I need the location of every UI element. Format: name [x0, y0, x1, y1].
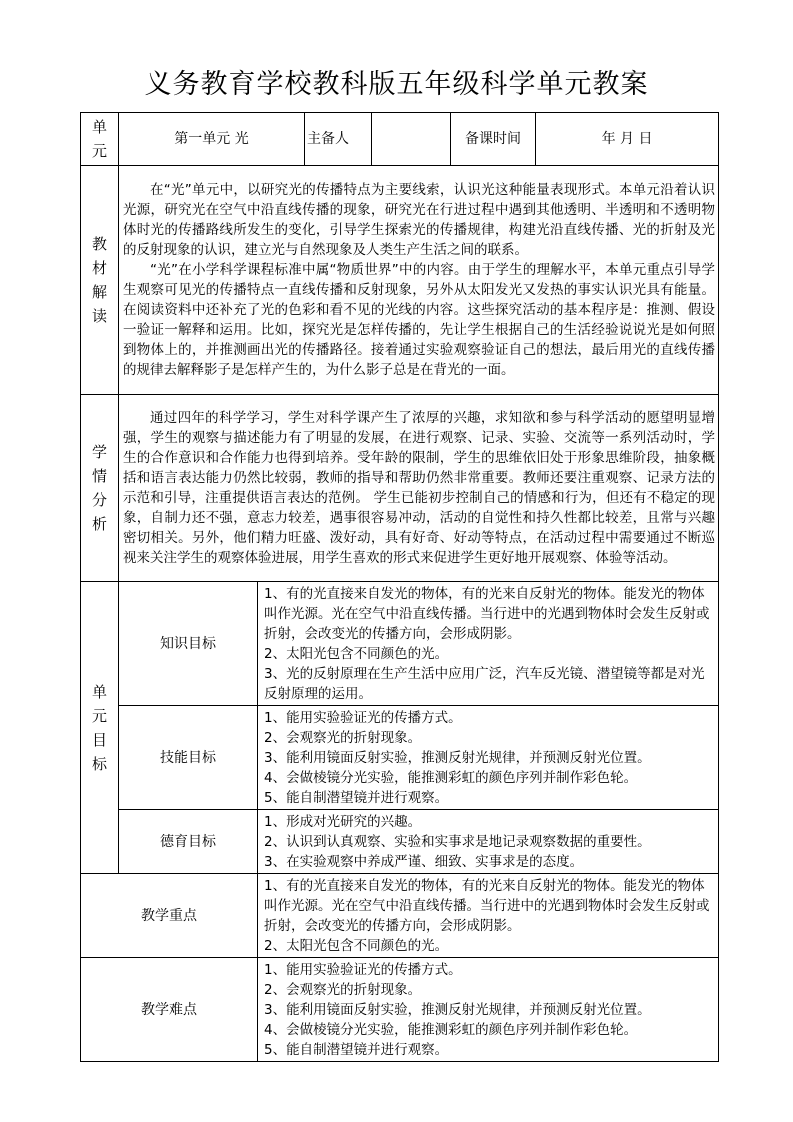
- skill-goal-row: [81, 706, 719, 810]
- goals-label: 单 元 目 标: [81, 582, 119, 874]
- list-item: 4、会做棱镜分光实验，能推测彩虹的颜色序列并制作彩色轮。: [264, 769, 638, 786]
- list-item: 4、会做棱镜分光实验，能推测彩虹的颜色序列并制作彩色轮。: [264, 1021, 638, 1038]
- list-item: 2、认识到认真观察、实验和实事求是地记录观察数据的重要性。: [264, 833, 651, 850]
- skill-goal-list: [258, 706, 719, 810]
- lesson-plan-table: [80, 112, 719, 1062]
- difficulties-list: [258, 958, 719, 1062]
- date-value: 年 月 日: [536, 113, 719, 166]
- unit-value: 第一单元 光: [119, 113, 305, 166]
- difficulties-row: [81, 958, 719, 1062]
- list-item: 2、太阳光包含不同颜色的光。: [264, 937, 449, 954]
- list-item: 2、会观察光的折射现象。: [264, 729, 422, 746]
- textbook-row: [81, 166, 719, 395]
- list-item: 3、能利用镜面反射实验，推测反射光规律，并预测反射光位置。: [264, 749, 651, 766]
- key-points-list: [258, 874, 719, 958]
- list-item: 3、能利用镜面反射实验，推测反射光规律，并预测反射光位置。: [264, 1001, 651, 1018]
- textbook-paragraph: 在“光”单元中，以研究光的传播特点为主要线索，认识光这种能量表现形式。本单元沿着认识光源，研究光在空气中沿直线传播的现象，研究光在行进过程中遇到其他透明、半透明和不透明物体时光的传播路线所发生的变化，引导学生探索光的传播规律，构建光沿直线传播、光的折射及光的反射现象的认识，建立光与自然现象及人类生产生活之间的联系。: [123, 182, 716, 258]
- list-item: 1、能用实验验证光的传播方式。: [264, 709, 462, 726]
- textbook-label: 教 材 解 读: [81, 166, 119, 395]
- textbook-content: [119, 166, 719, 395]
- list-item: 2、太阳光包含不同颜色的光。: [264, 645, 449, 662]
- unit-label: 单 元: [81, 113, 119, 166]
- skill-goal-label: 技能目标: [119, 706, 258, 810]
- preparer-label: 主备人: [305, 113, 451, 166]
- list-item: 5、能自制潜望镜并进行观察。: [264, 1041, 449, 1058]
- students-label: 学 情 分 析: [81, 395, 119, 582]
- list-item: 5、能自制潜望镜并进行观察。: [264, 789, 449, 806]
- knowledge-goal-row: [81, 582, 719, 706]
- header-row: [81, 113, 719, 166]
- knowledge-goal-list: [258, 582, 719, 706]
- moral-goal-label: 德育目标: [119, 810, 258, 874]
- students-paragraph: 通过四年的科学学习，学生对科学课产生了浓厚的兴趣，求知欲和参与科学活动的愿望明显增强，学生的观察与描述能力有了明显的发展，在进行观察、记录、实验、交流等一系列活动时，学生的合作意识和合作能力也得到培养。受年龄的限制，学生的思维依旧处于形象思维阶段，抽象概括和语言表达能力仍然比较弱，教师的指导和帮助仍然非常重要。教师还要注重观察、记录方法的示范和引导，注重提供语言表达的范例。 学生已能初步控制自己的情感和行为，但还有不稳定的现象，自制力还不强，意志力较差，遇事很容易冲动，活动的自觉性和持久性都比较差，且常与兴趣密切相关。另外，他们精力旺盛、泼好动，具有好奇、好动等特点，在活动过程中需要通过不断巡视来关注学生的观察体验进展，用学生喜欢的形式来促进学生更好地开展观察、体验等活动。: [123, 410, 716, 566]
- key-points-row: [81, 874, 719, 958]
- list-item: 1、能用实验验证光的传播方式。: [264, 961, 462, 978]
- students-row: [81, 395, 719, 582]
- knowledge-goal-label: 知识目标: [119, 582, 258, 706]
- difficulties-label: 教学难点: [81, 958, 258, 1062]
- list-item: 3、光的反射原理在生产生活中应用广泛，汽车反光镜、潜望镜等都是对光反射原理的运用。: [264, 665, 705, 702]
- list-item: 1、形成对光研究的兴趣。: [264, 813, 422, 830]
- list-item: 3、在实验观察中养成严谨、细致、实事求是的态度。: [264, 853, 584, 870]
- list-item: 1、有的光直接来自发光的物体，有的光来自反射光的物体。能发光的物体叫作光源。光在空气中沿直线传播。当行进中的光遇到物体时会发生反射或折射，会改变光的传播方向，会形成阴影。: [264, 585, 710, 642]
- moral-goal-list: [258, 810, 719, 874]
- list-item: 1、有的光直接来自发光的物体，有的光来自反射光的物体。能发光的物体叫作光源。光在空气中沿直线传播。当行进中的光遇到物体时会发生反射或折射，会改变光的传播方向，会形成阴影。: [264, 877, 710, 934]
- preparer-value: [371, 113, 448, 165]
- key-points-label: 教学重点: [81, 874, 258, 958]
- students-content: [119, 395, 719, 582]
- textbook-paragraph: “光”在小学科学课程标准中属“物质世界”中的内容。由于学生的理解水平，本单元重点引导学生观察可见光的传播特点一直线传播和反射现象，另外从太阳发光又发热的事实认识光具有能量。在阅读资料中还补充了光的色彩和看不见的光线的内容。这些探究活动的基本程序是：推测、假设一验证一解释和运用。比如，探究光是怎样传播的，先让学生根据自己的生活经验说说光是如何照到物体上的，并推测画出光的传播路径。接着通过实验观察验证自己的想法，最后用光的直线传播的规律去解释影子是怎样产生的，为什么影子总是在背光的一面。: [123, 262, 716, 378]
- page-title: 义务教育学校教科版五年级科学单元教案: [144, 69, 649, 100]
- list-item: 2、会观察光的折射现象。: [264, 981, 422, 998]
- moral-goal-row: [81, 810, 719, 874]
- date-label: 备课时间: [451, 113, 536, 166]
